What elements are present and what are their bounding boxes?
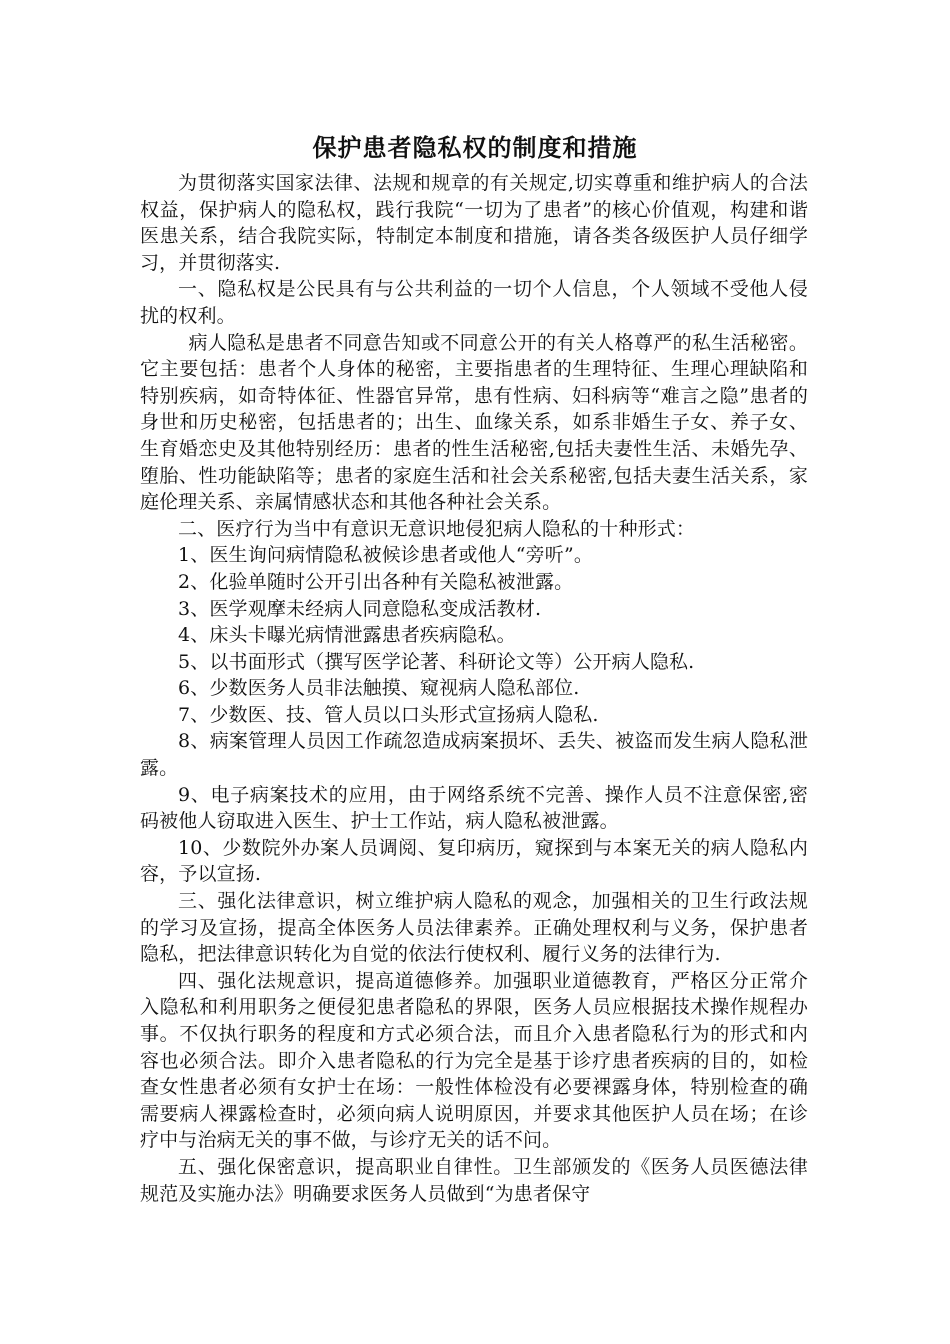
list-item-5: 5、以书面形式（撰写医学论著、科研论文等）公开病人隐私. — [178, 650, 695, 673]
list-item-3: 3、医学观摩未经病人同意隐私变成活教材. — [178, 597, 542, 620]
privacy-definition-paragraph: 病人隐私是患者不同意告知或不同意公开的有关人格尊严的私生活秘密。它主要包括：患者个人身体的秘密，主要指患者的生理特征、生理心理缺陷和特别疾病，如奇特体征、性器官异常，患有性病、妇科病等“难言之隐”患者的身世和历史秘密，包括患者的；出生、血缘关系，如系非婚生子女、养子女、生育婚恋史及其他特别经历：患者的性生活秘密,包括夫妻性生活、未婚先孕、堕胎、性功能缺陷等；患者的家庭生活和社会关系秘密,包括夫妻生活关系，家庭伦理关系、亲属情感状态和其他各种社会关系。 — [140, 331, 808, 514]
list-item-4: 4、床头卡曝光病情泄露患者疾病隐私。 — [178, 624, 516, 647]
list-item-9: 9、电子病案技术的应用，由于网络系统不完善、操作人员不注意保密,密码被他人窃取进入医生、护士工作站，病人隐私被泄露。 — [140, 783, 808, 833]
document-title: 保护患者隐私权的制度和措施 — [312, 134, 638, 162]
list-item-10: 10、少数院外办案人员调阅、复印病历，窥探到与本案无关的病人隐私内容，予以宣扬. — [140, 836, 808, 886]
section-5-paragraph: 五、强化保密意识，提高职业自律性。卫生部颁发的《医务人员医德法律规范及实施办法》明确要求医务人员做到“为患者保守 — [140, 1155, 808, 1205]
section-1-paragraph: 一、隐私权是公民具有与公共利益的一切个人信息，个人领域不受他人侵扰的权利。 — [140, 278, 808, 327]
document-body — [140, 170, 808, 1207]
list-item-2: 2、化验单随时公开引出各种有关隐私被泄露。 — [178, 570, 574, 593]
section-4-paragraph: 四、强化法规意识，提高道德修养。加强职业道德教育，严格区分正常介入隐私和利用职务之便侵犯患者隐私的界限，医务人员应根据技术操作规程办事。不仅执行职务的程度和方式必须合法，而且介入患者隐私行为的形式和内容也必须合法。即介入患者隐私的行为完全是基于诊疗患者疾病的目的，如检查女性患者必须有女护士在场：一般性体检没有必要裸露身体，特别检查的确需要病人裸露检查时，必须向病人说明原因，并要求其他医护人员在场；在诊疗中与治病无关的事不做，与诊疗无关的话不问。 — [140, 969, 808, 1152]
intro-paragraph: 为贯彻落实国家法律、法规和规章的有关规定,切实尊重和维护病人的合法权益，保护病人的隐私权，践行我院“一切为了患者”的核心价值观，构建和谐医患关系，结合我院实际，特制定本制度和措施，请各类各级医护人员仔细学习，并贯彻落实. — [140, 172, 808, 274]
section-3-paragraph: 三、强化法律意识，树立维护病人隐私的观念，加强相关的卫生行政法规的学习及宣扬，提高全体医务人员法律素养。正确处理权利与义务，保护患者隐私，把法律意识转化为自觉的依法行使权利、履行义务的法律行为. — [140, 890, 808, 966]
list-item-1: 1、医生询问病情隐私被候诊患者或他人“旁听”。 — [178, 544, 593, 567]
list-item-7: 7、少数医、技、管人员以口头形式宣扬病人隐私. — [178, 703, 599, 726]
list-item-6: 6、少数医务人员非法触摸、窥视病人隐私部位. — [178, 677, 580, 700]
section-2-heading: 二、医疗行为当中有意识无意识地侵犯病人隐私的十种形式： — [178, 517, 696, 540]
list-item-8: 8、病案管理人员因工作疏忽造成病案损坏、丢失、被盗而发生病人隐私泄露。 — [140, 730, 808, 780]
